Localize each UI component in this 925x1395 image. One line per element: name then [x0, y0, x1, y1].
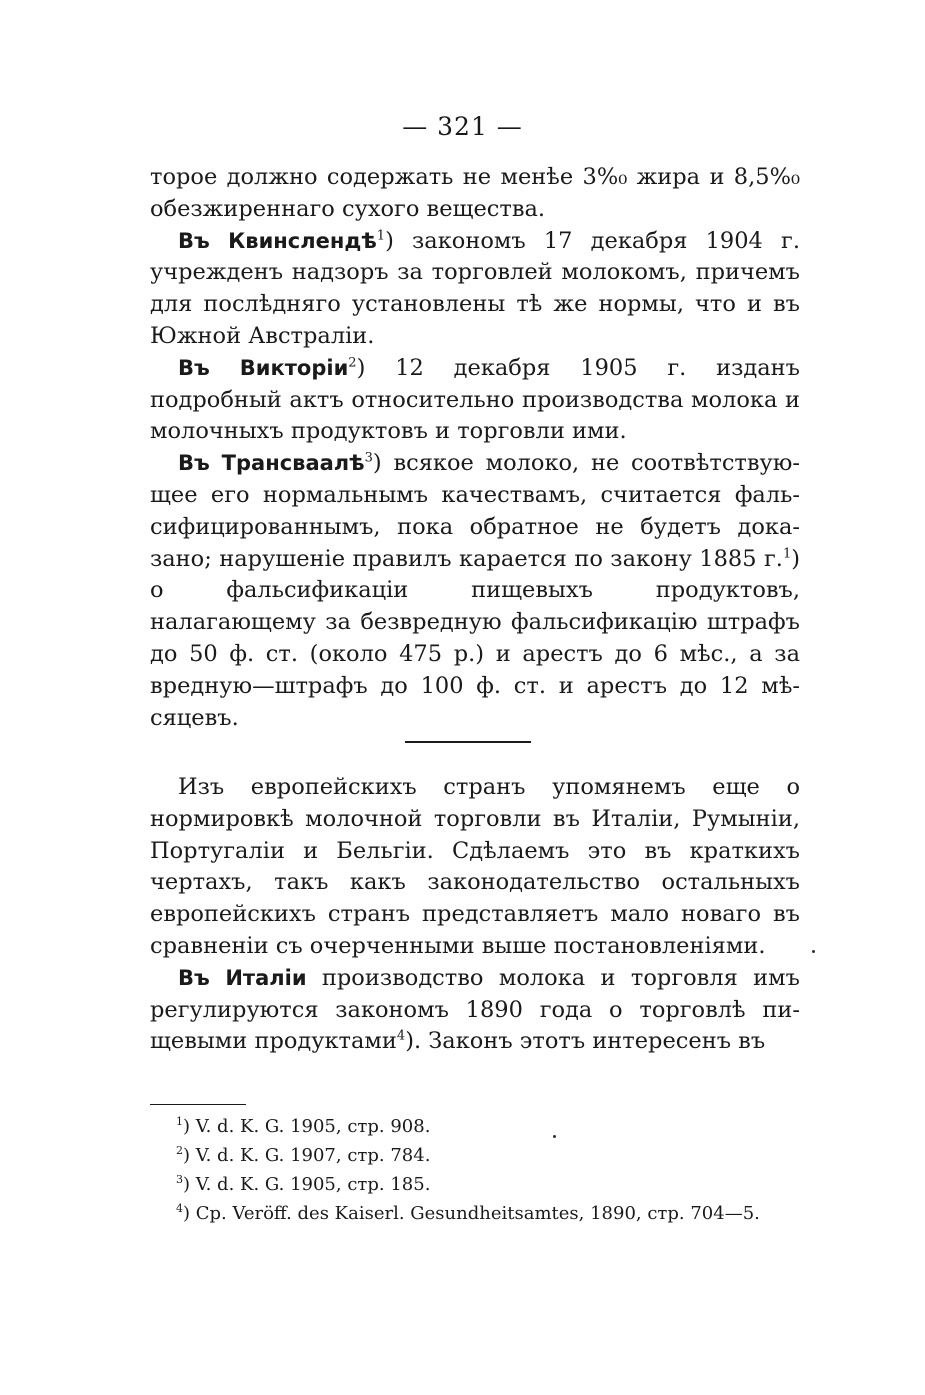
- footnote-mark: 1: [176, 1115, 183, 1128]
- page-number: — 321 —: [402, 112, 523, 141]
- text-block-europe: [150, 772, 800, 1058]
- footnote-divider: [150, 1104, 246, 1105]
- heading-victoria: Въ Викторіи: [178, 355, 349, 380]
- paragraph-transvaal: [150, 448, 800, 734]
- paragraph-text: ) закономъ 17 декабря 1904 г. учрежденъ надзоръ за торговлей молокомъ, причемъ для послѣдняго установлены тѣ же нормы, что и въ Южной Австраліи.: [150, 227, 800, 349]
- footnote-ref: 1: [782, 546, 792, 562]
- footnote-ref: 3: [364, 450, 373, 466]
- heading-italy: Въ Италіи: [178, 965, 307, 990]
- heading-queensland: Въ Квинслендѣ: [178, 228, 377, 253]
- paragraph-text: ) всякое молоко, не соотвѣтствующее его нормальнымъ качествамъ, считается фальсифицированнымъ, пока обратное не будетъ доказано; нарушеніе правилъ карается по закону 1885 г.: [150, 450, 800, 572]
- footnote-ref: 2: [348, 355, 357, 371]
- paragraph-europe-intro: Изъ европейскихъ странъ упомянемъ еще о нормировкѣ молочной торговли въ Италіи, Румыніи, Португаліи и Бельгіи. Сдѣлаемъ это въ краткихъ чертахъ, такъ какъ законодательство остальныхъ европейскихъ странъ представляетъ мало новаго въ сравненіи съ очерченными выше постановленіями.: [150, 774, 800, 959]
- paragraph-text: ) 12 декабря 1905 г. изданъ подробный актъ относительно производства молока и молочныхъ продуктовъ и торговли ими.: [150, 354, 800, 445]
- print-speck: [812, 950, 815, 953]
- text-block-australia: [150, 162, 800, 734]
- footnote-text: ) V. d. K. G. 1905, стр. 185.: [183, 1174, 431, 1195]
- footnote-text: ) V. d. K. G. 1907, стр. 784.: [183, 1145, 431, 1166]
- footnote-4: [176, 1199, 806, 1228]
- footnote-3: [176, 1170, 806, 1199]
- footnote-mark: 2: [176, 1144, 183, 1157]
- footnotes: [176, 1112, 806, 1228]
- footnote-ref: 1: [376, 228, 386, 244]
- footnote-mark: 3: [176, 1173, 183, 1186]
- paragraph-queensland: [150, 226, 800, 353]
- heading-transvaal: Въ Трансваалѣ: [178, 451, 365, 476]
- footnote-text: ) V. d. K. G. 1905, стр. 908.: [183, 1116, 431, 1137]
- footnote-mark: 4: [176, 1202, 183, 1215]
- paragraph-continued: торое должно содержать не менѣе 3%₀ жира и 8,5%₀ обезжиреннаго сухого вещества.: [150, 164, 800, 222]
- footnote-1: [176, 1112, 806, 1141]
- paragraph-text: ) о фальсификаціи пищевыхъ продуктовъ, налагающему за безвредную фальсификацію штрафъ до 50 ф. ст. (около 475 р.) и арестъ до 6 мѣс., а за вредную—штрафъ до 100 ф. ст. и арестъ до 12 мѣсяцевъ.: [150, 545, 800, 731]
- footnote-ref: 4: [396, 1028, 406, 1044]
- footnote-2: [176, 1141, 806, 1170]
- paragraph-text: производство молока и торговля имъ регулируются закономъ 1890 года о торговлѣ пищевыми продуктами: [150, 964, 800, 1055]
- footnote-text: ) Cp. Veröff. des Kaiserl. Gesundheitsamtes, 1890, стр. 704—5.: [183, 1203, 760, 1224]
- paragraph-italy: [150, 963, 800, 1058]
- paragraph-text: ). Законъ этотъ интересенъ въ: [405, 1028, 766, 1055]
- paragraph-victoria: [150, 353, 800, 448]
- section-divider: [405, 741, 531, 743]
- print-speck: [553, 1135, 556, 1138]
